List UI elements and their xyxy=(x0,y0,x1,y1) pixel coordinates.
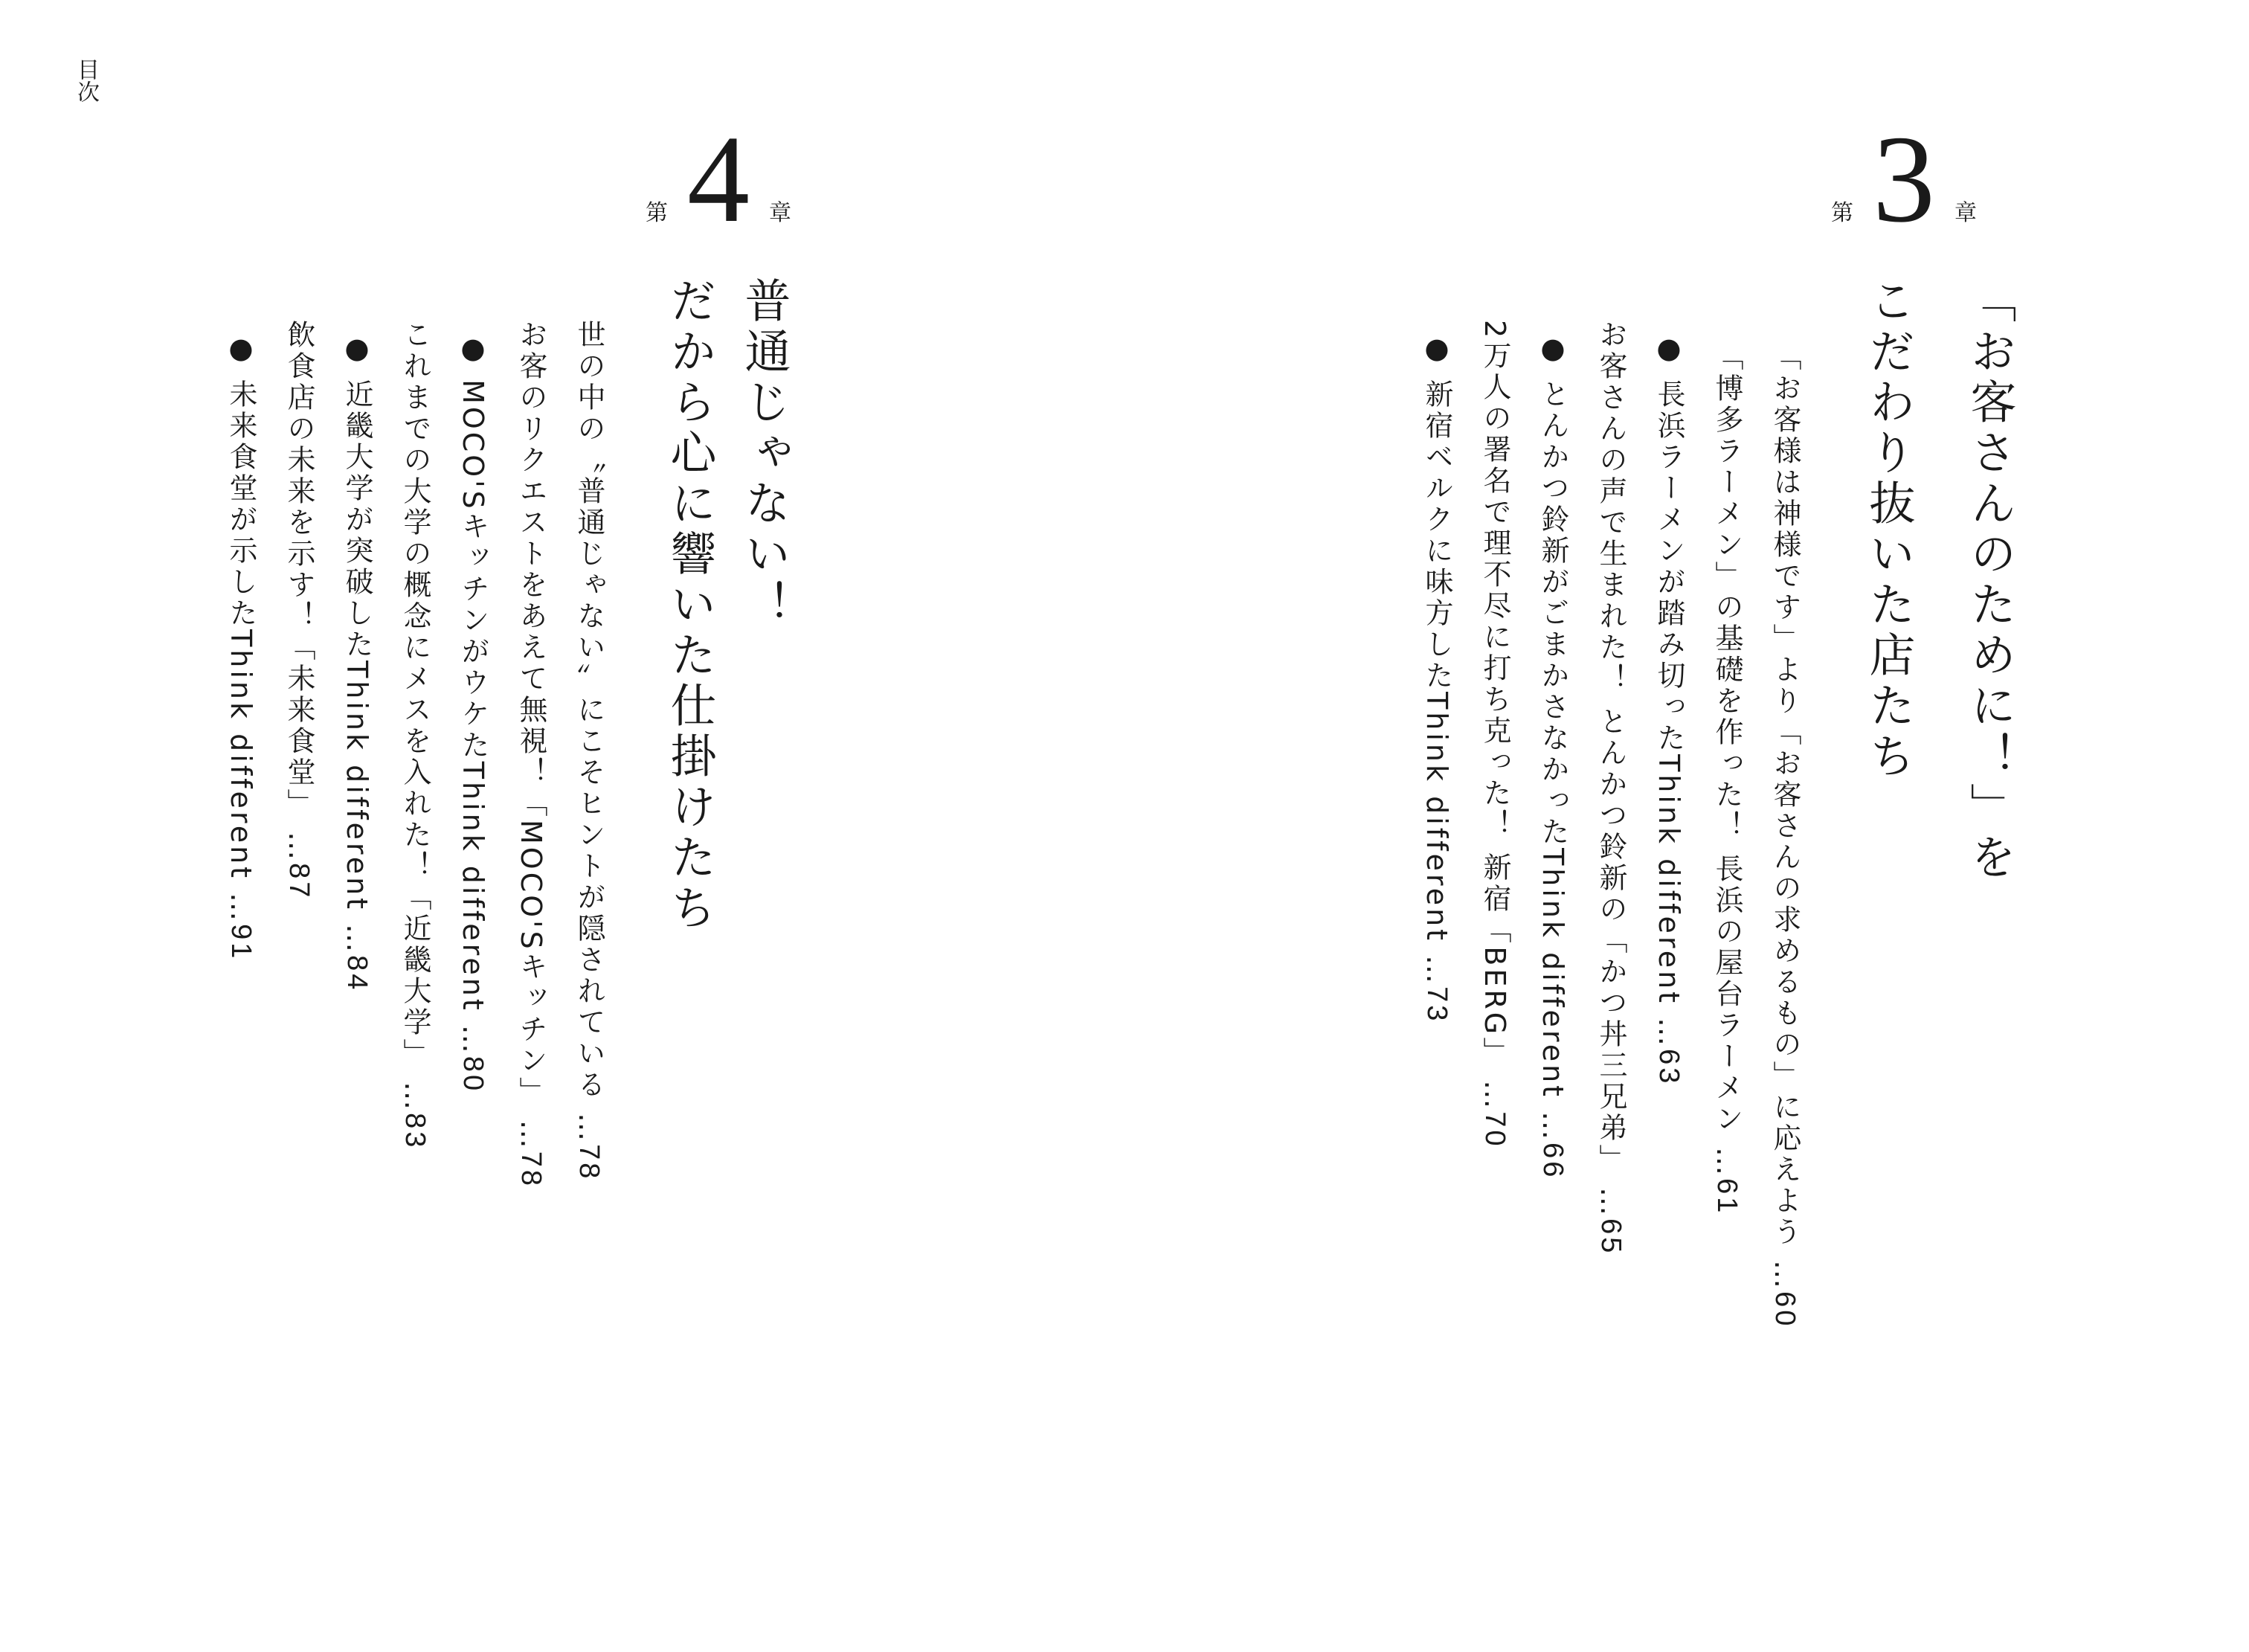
toc-entry-ch3-3[interactable] xyxy=(1654,332,1684,1086)
toc-entry-ch4-3[interactable] xyxy=(458,332,488,1093)
page-number: 84 xyxy=(341,955,373,993)
page-number: 83 xyxy=(399,1113,431,1151)
page-number: 63 xyxy=(1653,1049,1685,1087)
toc-entry-ch4-2[interactable] xyxy=(516,320,546,1189)
entry-text: 「お客様は神様です」より「お客さんの求めるもの」に応えよう … xyxy=(1769,342,1801,1292)
chapter-prefix: 第 xyxy=(646,200,668,226)
page-number: 78 xyxy=(573,1144,605,1182)
entry-text: ● 新宿ベルクに味方したThink different … xyxy=(1420,332,1453,987)
entry-text: 世の中の〝普通じゃない〟にこそヒントが隠されている … xyxy=(573,320,605,1145)
chapter-3-title-line-2: こだわり抜いた店たち xyxy=(1862,277,1916,782)
page-number: 91 xyxy=(225,924,257,962)
toc-entry-ch3-6[interactable] xyxy=(1480,320,1510,1149)
toc-entry-ch3-7[interactable] xyxy=(1422,332,1452,1023)
page-number: 73 xyxy=(1421,986,1452,1024)
chapter-3-heading xyxy=(1831,110,1977,248)
chapter-suffix: 章 xyxy=(1954,200,1977,226)
page-number: 70 xyxy=(1479,1111,1510,1149)
page-number: 78 xyxy=(515,1151,547,1189)
entry-text: お客さんの声で生まれた！ とんかつ鈴新の「かつ丼三兄弟」 … xyxy=(1595,320,1627,1219)
toc-entry-ch4-5[interactable] xyxy=(342,332,372,992)
toc-entry-ch3-4[interactable] xyxy=(1596,320,1626,1256)
toc-entry-ch3-5[interactable] xyxy=(1538,332,1568,1180)
entry-text: ● MOCO'SキッチンがウケたThink different … xyxy=(457,332,489,1056)
page-number: 66 xyxy=(1537,1142,1568,1180)
section-label: 目次 xyxy=(73,58,99,103)
chapter-4-title-line-2: だから心に響いた仕掛けたち xyxy=(663,277,717,934)
entry-text: 2万人の署名で理不尽に打ち克った！ 新宿「BERG」 … xyxy=(1479,320,1511,1112)
entry-text: 飲食店の未来を示す！「未来食堂」 … xyxy=(283,320,315,864)
page-number: 60 xyxy=(1769,1291,1801,1329)
entry-text: 「博多ラーメン」の基礎を作った！ 長浜の屋台ラーメン … xyxy=(1711,342,1743,1179)
entry-text: ● 未来食堂が示したThink different … xyxy=(225,332,257,925)
page-number: 80 xyxy=(457,1055,489,1094)
entry-text: ● 近畿大学が突破したThink different … xyxy=(341,332,373,956)
chapter-prefix: 第 xyxy=(1831,200,1853,226)
chapter-number: 3 xyxy=(1873,110,1935,248)
page-number: 61 xyxy=(1711,1178,1743,1216)
chapter-number: 4 xyxy=(687,110,750,248)
chapter-4-heading xyxy=(646,110,791,248)
chapter-suffix: 章 xyxy=(769,200,791,226)
page-number: 87 xyxy=(283,863,315,901)
toc-entry-ch4-6[interactable] xyxy=(284,320,314,900)
toc-entry-ch3-2[interactable] xyxy=(1712,342,1742,1215)
entry-text: お客のリクエストをあえて無視！「MOCO'Sキッチン」 … xyxy=(515,320,547,1151)
entry-text: これまでの大学の概念にメスを入れた！「近畿大学」 … xyxy=(399,320,431,1113)
chapter-3-title-line-1: 「お客さんのために！」を xyxy=(1963,277,2017,884)
entry-text: ● とんかつ鈴新がごまかさなかったThink different … xyxy=(1537,332,1569,1143)
toc-entry-ch4-7[interactable] xyxy=(226,332,256,961)
toc-entry-ch4-4[interactable] xyxy=(400,320,430,1150)
toc-entry-ch4-1[interactable] xyxy=(574,320,604,1181)
page-number: 65 xyxy=(1595,1218,1627,1256)
chapter-4-title-line-1: 普通じゃない！ xyxy=(737,277,791,631)
entry-text: ● 長浜ラーメンが踏み切ったThink different … xyxy=(1653,332,1685,1050)
toc-entry-ch3-1[interactable] xyxy=(1770,342,1800,1328)
